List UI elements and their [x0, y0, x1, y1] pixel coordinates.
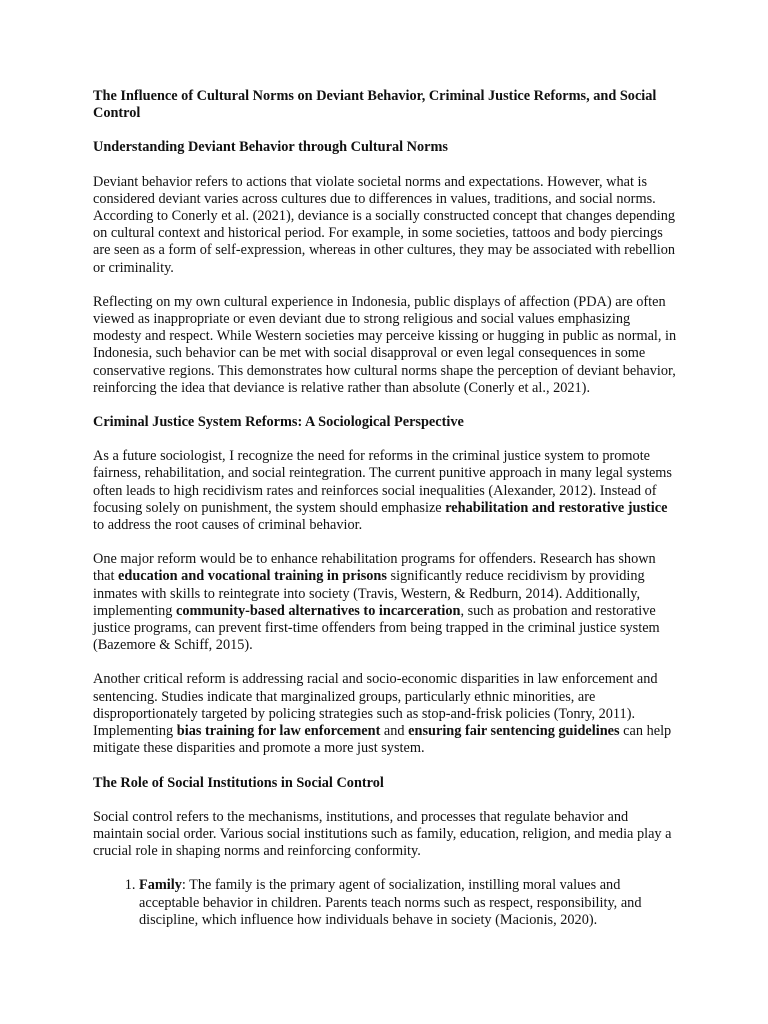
text-run: Another critical reform is addressing racial and socio-economic disparities in law enforcement and sentencing. Studies indicate that marginalized groups, particularly ethnic minorities, are disproportionately targeted by policing strategies such as stop-and-frisk policies (Tonry, 2011). Implementing: [93, 671, 658, 740]
paragraph: Reflecting on my own cultural experience in Indonesia, public displays of affection (PDA) are often viewed as inappropriate or even deviant due to strong religious and social values emphasizing modesty and respect. While Western societies may perceive kissing or hugging in public as normal, in Indonesia, such behavior can be met with social disapproval or even legal consequences in some conservative regions. This demonstrates how cultural norms shape the perception of deviant behavior, reinforcing the idea that deviance is relative rather than absolute (Conerly et al., 2021).: [93, 293, 677, 396]
bold-phrase: education and vocational training in prisons: [118, 568, 387, 585]
section-heading-criminal-justice: Criminal Justice System Reforms: A Sociological Perspective: [93, 414, 464, 431]
bold-phrase: ensuring fair sentencing guidelines: [408, 723, 620, 740]
paragraph: [93, 448, 677, 534]
text-run: As a future sociologist, I recognize the need for reforms in the criminal justice system to promote fairness, rehabilitation, and social reintegration. The current punitive approach in many legal systems often leads to high recidivism rates and reinforces social inequalities (Alexander, 2012). Instead of focusing solely on punishment, the system should emphasize: [93, 448, 672, 516]
text-run: and: [380, 723, 409, 740]
section-heading-social-institutions: The Role of Social Institutions in Social Control: [93, 774, 384, 791]
paragraph: [93, 551, 677, 654]
paragraph: Deviant behavior refers to actions that violate societal norms and expectations. However, what is considered deviant varies across cultures due to differences in values, traditions, and social norms. According to Conerly et al. (2021), deviance is a socially constructed concept that changes depending on cultural context and historical period. For example, in some societies, tattoos and body piercings are seen as a form of self-expression, whereas in other cultures, they may be associated with rebellion or criminality.: [93, 173, 676, 276]
paragraph: Social control refers to the mechanisms, institutions, and processes that regulate behavior and maintain social order. Various social institutions such as family, education, religion, and media play a crucial role in shaping norms and reinforcing conformity.: [93, 808, 672, 860]
paragraph: [93, 671, 677, 757]
bold-phrase: rehabilitation and restorative justice: [445, 499, 668, 516]
text-run: to address the root causes of criminal behavior.: [93, 517, 363, 534]
list-item-term: Family: [139, 877, 182, 894]
list-item-text: : The family is the primary agent of socialization, instilling moral values and acceptable behavior in children. Parents teach norms such as respect, responsibility, and discipline, which influence how individuals behave in society (Macionis, 2020).: [139, 877, 642, 928]
list-item: [139, 877, 677, 929]
bold-phrase: community-based alternatives to incarceration: [176, 602, 461, 619]
text-run: , such as probation and restorative justice programs, can prevent first-time offenders from being trapped in the criminal justice system (Bazemore & Schiff, 2015).: [93, 602, 660, 654]
text-run: can help mitigate these disparities and promote a more just system.: [93, 723, 672, 757]
text-run: One major reform would be to enhance rehabilitation programs for offenders. Research has shown that: [93, 551, 656, 585]
text-run: significantly reduce recidivism by providing inmates with skills to reintegrate into society (Travis, Western, & Redburn, 2014). Additionally, implementing: [93, 568, 645, 619]
bold-phrase: bias training for law enforcement: [176, 723, 381, 740]
document-page: [93, 88, 677, 929]
document-title: The Influence of Cultural Norms on Deviant Behavior, Criminal Justice Reforms, and Social Control: [93, 88, 657, 122]
institutions-list: [93, 877, 677, 929]
section-heading-deviant-behavior: Understanding Deviant Behavior through Cultural Norms: [93, 139, 448, 156]
